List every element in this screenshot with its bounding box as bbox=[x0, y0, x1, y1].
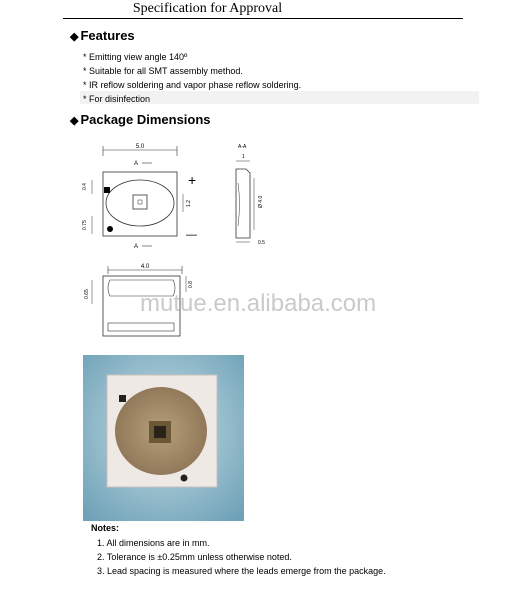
notes-heading: Notes: bbox=[91, 523, 120, 533]
side-section-label: A-A bbox=[238, 144, 247, 150]
minus-mark: — bbox=[186, 229, 197, 241]
section-a-top-label: A bbox=[134, 161, 139, 167]
side-view-drawing bbox=[228, 138, 278, 248]
header-rule bbox=[63, 18, 463, 19]
front-width-label: 4.0 bbox=[140, 264, 150, 270]
feature-item-2: * Suitable for all SMT assembly method. bbox=[83, 66, 243, 76]
feature-item-1: * Emitting view angle 140º bbox=[83, 52, 188, 62]
side-dim-top-label: 1 bbox=[242, 154, 245, 160]
note-item-3: 3. Lead spacing is measured where the leads emerge from the package. bbox=[97, 566, 386, 576]
front-dim-right-label: 0.8 bbox=[188, 281, 194, 288]
top-view-drawing bbox=[80, 138, 210, 253]
dim-left-bottom-label: 0.75 bbox=[82, 220, 88, 230]
package-heading-text: Package Dimensions bbox=[80, 112, 211, 127]
diamond-bullet-icon: ◆ bbox=[70, 31, 79, 43]
features-heading bbox=[70, 28, 135, 43]
feature-item-4: * For disinfection bbox=[83, 94, 151, 104]
side-dim-bottom-label: 0.5 bbox=[258, 240, 265, 246]
top-width-label: 5.0 bbox=[135, 144, 145, 150]
dim-left-top-label: 0.4 bbox=[82, 183, 88, 190]
document-header: Specification for Approval bbox=[132, 1, 283, 16]
dim-center-label: 1.2 bbox=[186, 200, 192, 207]
note-item-1: 1. All dimensions are in mm. bbox=[97, 538, 210, 548]
note-item-2: 2. Tolerance is ±0.25mm unless otherwise noted. bbox=[97, 552, 292, 562]
diamond-bullet-icon: ◆ bbox=[70, 115, 79, 127]
package-heading bbox=[70, 112, 211, 127]
watermark: mutue.en.alibaba.com bbox=[140, 290, 377, 317]
front-dim-left-label: 0.65 bbox=[84, 289, 90, 299]
section-a-bottom-label: A bbox=[134, 244, 139, 250]
led-photo bbox=[83, 355, 244, 521]
features-heading-text: Features bbox=[80, 28, 135, 43]
plus-mark: + bbox=[188, 172, 197, 188]
feature-item-3: * IR reflow soldering and vapor phase reflow soldering. bbox=[83, 80, 302, 90]
side-diameter-label: Ø 4.0 bbox=[258, 195, 264, 208]
